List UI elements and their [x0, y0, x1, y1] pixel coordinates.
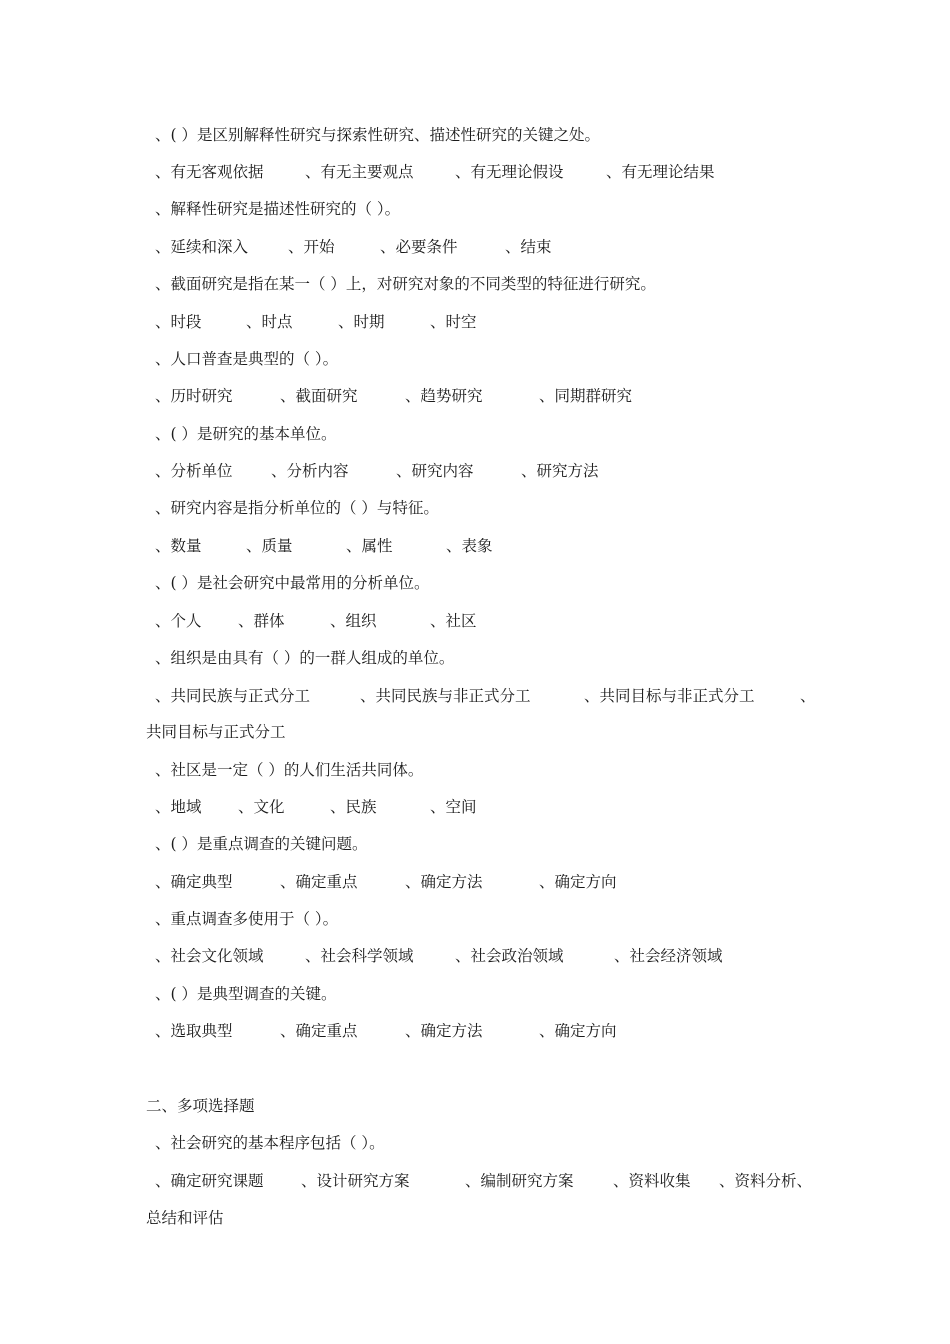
option-b: 、确定重点	[280, 1022, 358, 1040]
option-d-marker: 、	[800, 687, 816, 705]
option-c: 、编制研究方案	[465, 1172, 574, 1190]
question-7: 、( ）是社会研究中最常用的分析单位。	[155, 574, 430, 592]
option-d: 、确定方向	[539, 873, 617, 891]
question-11: 、重点调查多使用于（ ）。	[155, 910, 339, 928]
option-c: 、趋势研究	[405, 387, 483, 405]
option-b: 、分析内容	[271, 462, 349, 480]
option-c: 、确定方法	[405, 1022, 483, 1040]
option-a: 、选取典型	[155, 1022, 233, 1040]
option-c: 、时期	[338, 313, 385, 331]
option-c: 、组织	[330, 612, 377, 630]
option-d: 、社区	[430, 612, 477, 630]
option-b: 、有无主要观点	[305, 163, 414, 181]
option-d: 、有无理论结果	[606, 163, 715, 181]
option-d: 、空间	[430, 798, 477, 816]
option-b: 、质量	[246, 537, 293, 555]
option-a: 、共同民族与正式分工	[155, 687, 311, 705]
question-6: 、研究内容是指分析单位的（ ）与特征。	[155, 499, 439, 517]
option-b: 、群体	[238, 612, 285, 630]
option-e: 、资料分析、	[719, 1172, 813, 1190]
multi-question-1: 、社会研究的基本程序包括（ ）。	[155, 1134, 385, 1152]
option-c: 、共同目标与非正式分工	[584, 687, 755, 705]
option-c: 、属性	[346, 537, 393, 555]
option-a: 、数量	[155, 537, 202, 555]
question-9: 、社区是一定（ ）的人们生活共同体。	[155, 761, 424, 779]
option-c: 、确定方法	[405, 873, 483, 891]
option-a: 、社会文化领域	[155, 947, 264, 965]
option-b: 、社会科学领域	[305, 947, 414, 965]
option-c: 、必要条件	[380, 238, 458, 256]
option-a: 、时段	[155, 313, 202, 331]
multi-continuation: 总结和评估	[146, 1209, 224, 1227]
option-d-text: 共同目标与正式分工	[146, 723, 286, 741]
option-c: 、研究内容	[396, 462, 474, 480]
option-c: 、民族	[330, 798, 377, 816]
option-b: 、开始	[288, 238, 335, 256]
option-d: 、资料收集	[613, 1172, 691, 1190]
question-1: 、( ）是区别解释性研究与探索性研究、描述性研究的关键之处。	[155, 126, 600, 144]
option-d: 、结束	[505, 238, 552, 256]
option-d: 、同期群研究	[539, 387, 633, 405]
option-a: 、地域	[155, 798, 202, 816]
question-10: 、( ）是重点调查的关键问题。	[155, 835, 368, 853]
section-title: 二、多项选择题	[146, 1097, 255, 1115]
option-d: 、社会经济领域	[614, 947, 723, 965]
option-a: 、分析单位	[155, 462, 233, 480]
question-4: 、人口普查是典型的（ ）。	[155, 350, 339, 368]
option-a: 、确定典型	[155, 873, 233, 891]
option-b: 、确定重点	[280, 873, 358, 891]
option-a: 、确定研究课题	[155, 1172, 264, 1190]
option-b: 、设计研究方案	[301, 1172, 410, 1190]
option-c: 、有无理论假设	[455, 163, 564, 181]
question-3: 、截面研究是指在某一（ ）上，对研究对象的不同类型的特征进行研究。	[155, 275, 656, 293]
option-b: 、时点	[246, 313, 293, 331]
option-b: 、文化	[238, 798, 285, 816]
option-d: 、表象	[446, 537, 493, 555]
question-2: 、解释性研究是描述性研究的（ ）。	[155, 200, 401, 218]
question-12: 、( ）是典型调查的关键。	[155, 985, 337, 1003]
option-a: 、历时研究	[155, 387, 233, 405]
question-8: 、组织是由具有（ ）的一群人组成的单位。	[155, 649, 455, 667]
question-5: 、( ）是研究的基本单位。	[155, 425, 337, 443]
option-d: 、确定方向	[539, 1022, 617, 1040]
option-a: 、延续和深入	[155, 238, 249, 256]
option-d: 、时空	[430, 313, 477, 331]
option-b: 、共同民族与非正式分工	[360, 687, 531, 705]
option-d: 、研究方法	[521, 462, 599, 480]
option-a: 、个人	[155, 612, 202, 630]
option-c: 、社会政治领域	[455, 947, 564, 965]
option-b: 、截面研究	[280, 387, 358, 405]
option-a: 、有无客观依据	[155, 163, 264, 181]
